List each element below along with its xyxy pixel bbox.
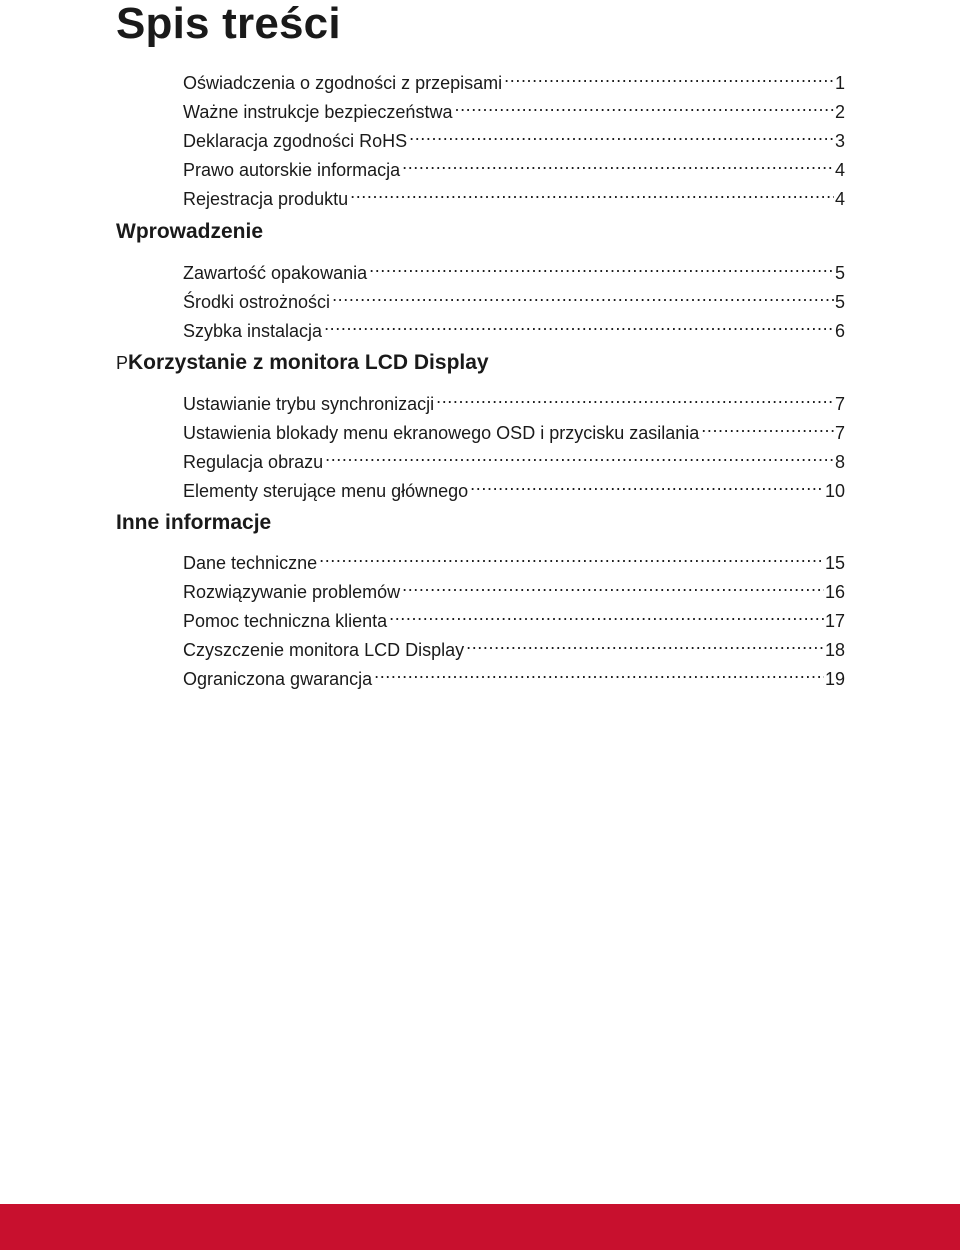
toc-dot-leader xyxy=(466,630,824,656)
toc-entry-page: 18 xyxy=(824,640,845,660)
toc-entry-page: 2 xyxy=(834,102,845,122)
toc-entry[interactable] xyxy=(183,413,845,443)
toc-dot-leader xyxy=(350,179,834,205)
toc-entry-page: 17 xyxy=(824,611,845,631)
footer-color-band xyxy=(0,1204,960,1250)
toc-dot-leader xyxy=(454,92,834,118)
toc-entry[interactable] xyxy=(183,311,845,341)
toc-dot-leader xyxy=(389,601,824,627)
toc-entry[interactable] xyxy=(183,601,845,631)
toc-dot-leader xyxy=(374,659,824,685)
toc-entry-page: 19 xyxy=(824,669,845,689)
toc-entry[interactable] xyxy=(183,543,845,573)
toc-entry-label: Oświadczenia o zgodności z przepisami xyxy=(183,73,503,93)
toc-entry-label: Pomoc techniczna klienta xyxy=(183,611,388,631)
toc-entry-page: 7 xyxy=(834,423,845,443)
toc-entry-page: 15 xyxy=(824,553,845,573)
toc-entry[interactable] xyxy=(183,659,845,689)
toc-entry-page: 4 xyxy=(834,160,845,180)
toc-dot-leader xyxy=(332,282,834,308)
toc-entry-label: Szybka instalacja xyxy=(183,321,323,341)
section-heading-text: Korzystanie z monitora LCD Display xyxy=(128,351,489,374)
toc-entry[interactable] xyxy=(183,253,845,283)
toc-entry[interactable] xyxy=(183,92,845,122)
toc-entry[interactable] xyxy=(183,179,845,209)
section-heading-text: Inne informacje xyxy=(116,511,272,534)
toc-entry[interactable] xyxy=(183,630,845,660)
toc-entry-label: Czyszczenie monitora LCD Display xyxy=(183,640,465,660)
toc-dot-leader xyxy=(470,471,824,497)
section-heading-text: Wprowadzenie xyxy=(116,220,264,243)
toc-entry[interactable] xyxy=(183,150,845,180)
toc-entry-label: Środki ostrożności xyxy=(183,292,331,312)
toc-entry-label: Elementy sterujące menu głównego xyxy=(183,481,469,501)
toc-entry-label: Prawo autorskie informacja xyxy=(183,160,401,180)
toc-entry-label: Deklaracja zgodności RoHS xyxy=(183,131,408,151)
toc-entry-page: 4 xyxy=(834,189,845,209)
toc-entry-label: Ustawienia blokady menu ekranowego OSD i przycisku zasilania xyxy=(183,423,700,443)
toc-entry-label: Regulacja obrazu xyxy=(183,452,324,472)
toc-entry[interactable] xyxy=(183,121,845,151)
section-heading[interactable] xyxy=(116,349,489,377)
toc-entry-page: 8 xyxy=(834,452,845,472)
toc-entry-label: Dane techniczne xyxy=(183,553,318,573)
toc-entry[interactable] xyxy=(183,63,845,93)
toc-entry-page: 6 xyxy=(834,321,845,341)
toc-dot-leader xyxy=(504,63,834,89)
page-title: Spis treści xyxy=(116,0,341,48)
toc-entry-label: Rozwiązywanie problemów xyxy=(183,582,401,602)
toc-dot-leader xyxy=(369,253,834,279)
toc-entry-page: 10 xyxy=(824,481,845,501)
toc-entry-label: Ograniczona gwarancja xyxy=(183,669,373,689)
toc-dot-leader xyxy=(409,121,834,147)
toc-entry-page: 1 xyxy=(834,73,845,93)
toc-entry-label: Ważne instrukcje bezpieczeństwa xyxy=(183,102,453,122)
toc-entry[interactable] xyxy=(183,471,845,501)
toc-entry-label: Rejestracja produktu xyxy=(183,189,349,209)
toc-entry[interactable] xyxy=(183,572,845,602)
section-heading[interactable] xyxy=(116,509,271,537)
toc-entry[interactable] xyxy=(183,384,845,414)
toc-entry-label: Ustawianie trybu synchronizacji xyxy=(183,394,435,414)
toc-dot-leader xyxy=(325,442,834,468)
toc-entry-label: Zawartość opakowania xyxy=(183,263,368,283)
toc-entry[interactable] xyxy=(183,282,845,312)
section-heading[interactable] xyxy=(116,218,263,246)
toc-entry-page: 7 xyxy=(834,394,845,414)
section-heading-prefix: P xyxy=(116,353,129,373)
toc-dot-leader xyxy=(436,384,834,410)
toc-dot-leader xyxy=(324,311,834,337)
toc-entry-page: 5 xyxy=(834,263,845,283)
toc-dot-leader xyxy=(701,413,834,439)
toc-entry-page: 5 xyxy=(834,292,845,312)
toc-dot-leader xyxy=(402,572,824,598)
toc-dot-leader xyxy=(319,543,824,569)
toc-dot-leader xyxy=(402,150,834,176)
toc-entry[interactable] xyxy=(183,442,845,472)
toc-entry-page: 16 xyxy=(824,582,845,602)
toc-entry-page: 3 xyxy=(834,131,845,151)
